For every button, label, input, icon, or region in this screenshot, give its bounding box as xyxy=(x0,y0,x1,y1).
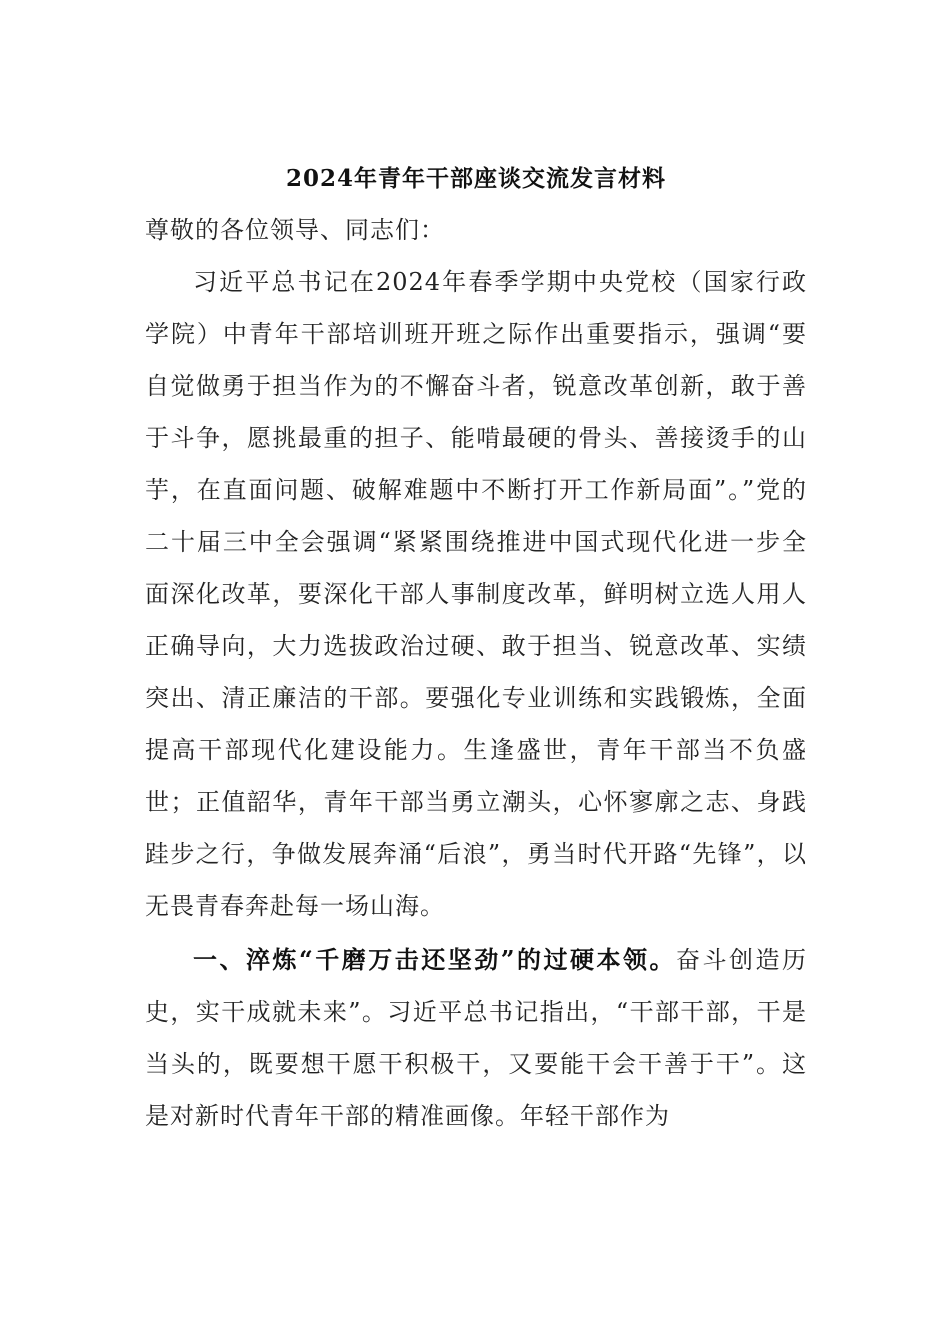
document-body xyxy=(145,154,807,1142)
paragraph-text: 习近平总书记在2024年春季学期中央党校（国家行政学院）中青年干部培训班开班之际作出重要指示，强调“要自觉做勇于担当作为的不懈奋斗者，锐意改革创新，敢于善于斗争，愿挑最重的担子、能啃最硬的骨头、善接烫手的山芋，在直面问题、破解难题中不断打开工作新局面”。”党的二十届三中全会强调“紧紧围绕推进中国式现代化进一步全面深化改革，要深化干部人事制度改革，鲜明树立选人用人正确导向，大力选拔政治过硬、敢于担当、锐意改革、实绩突出、清正廉洁的干部。要强化专业训练和实践锻炼，全面提高干部现代化建设能力。生逢盛世，青年干部当不负盛世；正值韶华，青年干部当勇立潮头，心怀寥廓之志、身践跬步之行，争做发展奔涌“后浪”，勇当时代开路“先锋”，以无畏青春奔赴每一场山海。 xyxy=(145,268,807,920)
paragraph-text: 奋斗创造历史，实干成就未来”。习近平总书记指出，“干部干部，干是当头的，既要想干愿干积极干，又要能干会干善于干”。这是对新时代青年干部的精准画像。年轻干部作为 xyxy=(145,946,808,1130)
salutation: 尊敬的各位领导、同志们： xyxy=(145,216,445,244)
document-title: 2024年青年干部座谈交流发言材料 xyxy=(285,165,666,192)
section-heading: 一、淬炼“千磨万击还坚劲”的过硬本领。 xyxy=(193,945,677,974)
paragraph-intro xyxy=(145,256,807,932)
paragraph-section-1 xyxy=(145,934,807,1142)
